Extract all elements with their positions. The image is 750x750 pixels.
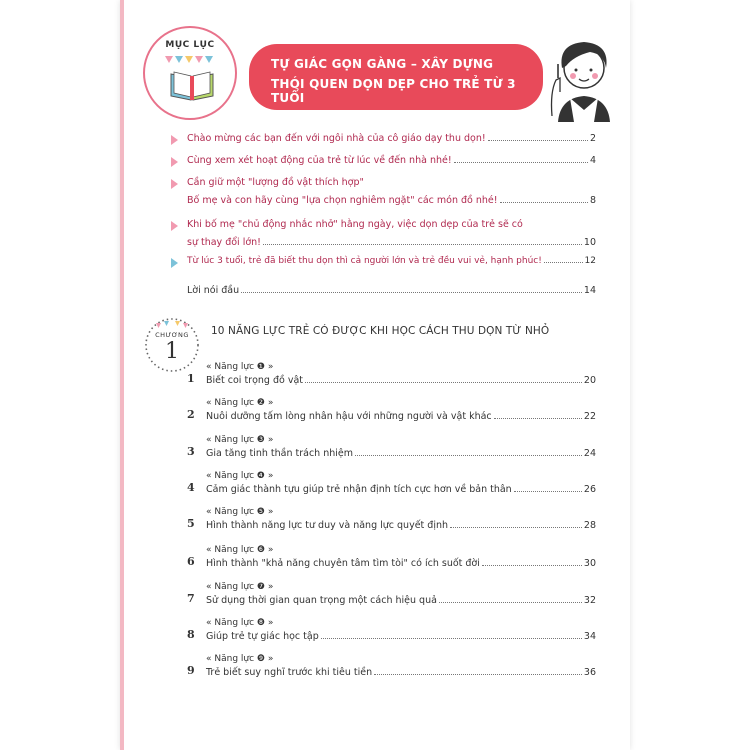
leader-dots — [374, 674, 582, 675]
page-number: 20 — [583, 375, 596, 386]
banner-title-line2: THÓI QUEN DỌN DẸP CHO TRẺ TỪ 3 TUỔI — [271, 77, 516, 105]
ability-number: 6 — [187, 555, 195, 568]
leader-dots — [305, 382, 582, 383]
leader-dots — [321, 638, 582, 639]
entry-title: Nuôi dưỡng tấm lòng nhân hậu với những người và vật khác — [206, 411, 492, 422]
leader-dots — [514, 491, 582, 492]
page-number: 12 — [584, 256, 596, 266]
toc-badge — [143, 26, 237, 120]
banner-title-line1: TỰ GIÁC GỌN GÀNG – XÂY DỰNG — [271, 57, 494, 71]
entry-title: Sử dụng thời gian quan trọng một cách hiệu quả — [206, 595, 437, 606]
leader-dots — [482, 565, 582, 566]
entry-title: Hình thành năng lực tư duy và năng lực quyết định — [206, 520, 449, 531]
chapter-title: 10 NĂNG LỰC TRẺ CÓ ĐƯỢC KHI HỌC CÁCH THU DỌN TỪ NHỎ — [211, 325, 550, 337]
leader-dots — [263, 244, 582, 245]
ability-number: 1 — [187, 372, 195, 385]
ability-caption: « Năng lực ❼ » — [206, 582, 274, 592]
ability-caption: « Năng lực ❾ » — [206, 654, 274, 664]
entry-title: Biết coi trọng đồ vật — [206, 375, 303, 386]
ability-number: 4 — [187, 481, 195, 494]
chapter-number: 1 — [165, 339, 179, 364]
leader-dots — [241, 292, 582, 293]
page-number: 22 — [583, 411, 596, 422]
entry-title: Hình thành "khả năng chuyên tâm tìm tòi" có ích suốt đời — [206, 558, 480, 569]
ability-caption: « Năng lực ❸ » — [206, 435, 274, 445]
foreword-entry[interactable] — [187, 285, 596, 296]
entry-title: Trẻ biết suy nghĩ trước khi tiêu tiền — [206, 667, 373, 678]
page-number: 28 — [583, 520, 596, 531]
ability-number: 9 — [187, 664, 195, 677]
leader-dots — [355, 455, 582, 456]
ability-caption: « Năng lực ❶ » — [206, 362, 274, 372]
title-banner — [249, 44, 543, 110]
leader-dots — [488, 140, 588, 141]
pink-triangle-icon — [171, 179, 178, 189]
leader-dots — [454, 162, 588, 163]
entry-title-line1: Khi bố mẹ "chủ động nhắc nhở" hằng ngày, việc dọn dẹp của trẻ sẽ có — [187, 219, 523, 230]
leader-dots — [500, 202, 588, 203]
page-number: 30 — [583, 558, 596, 569]
entry-title: Chào mừng các bạn đến với ngôi nhà của cô giáo dạy thu dọn! — [187, 133, 486, 144]
ability-caption: « Năng lực ❹ » — [206, 471, 274, 481]
page-number: 24 — [583, 448, 596, 459]
page-number: 26 — [583, 484, 596, 495]
chapter-badge — [144, 317, 200, 373]
leader-dots — [450, 527, 582, 528]
entry-title: Cùng xem xét hoạt động của trẻ từ lúc về đến nhà nhé! — [187, 155, 452, 166]
page-number: 2 — [589, 133, 596, 144]
bunting-icon — [165, 56, 215, 64]
entry-title-line1: Cần giữ một "lượng đồ vật thích hợp" — [187, 177, 364, 188]
page-number: 8 — [589, 195, 596, 206]
pink-triangle-icon — [171, 157, 178, 167]
ability-caption: « Năng lực ❻ » — [206, 545, 274, 555]
entry-title: Giúp trẻ tự giác học tập — [206, 631, 319, 642]
page-number: 34 — [583, 631, 596, 642]
leader-dots — [544, 262, 583, 263]
entry-title: sự thay đổi lớn! — [187, 237, 261, 248]
page-number: 36 — [583, 667, 596, 678]
page-margin-stripe — [120, 0, 124, 750]
ability-number: 5 — [187, 517, 195, 530]
page-number: 32 — [583, 595, 596, 606]
pink-triangle-icon — [171, 135, 178, 145]
page-number: 4 — [589, 155, 596, 166]
teacher-illustration — [544, 32, 624, 122]
entry-title: Bố mẹ và con hãy cùng "lựa chọn nghiêm ngặt" các món đồ nhé! — [187, 195, 498, 206]
page-number: 10 — [583, 237, 596, 248]
ability-number: 2 — [187, 408, 195, 421]
entry-title: Cảm giác thành tựu giúp trẻ nhận định tích cực hơn về bản thân — [206, 484, 512, 495]
ability-number: 8 — [187, 628, 195, 641]
chapter-label: CHƯƠNG — [155, 331, 189, 339]
open-book-icon — [169, 68, 215, 102]
ability-number: 3 — [187, 445, 195, 458]
ability-caption: « Năng lực ❺ » — [206, 507, 274, 517]
pink-triangle-icon — [171, 221, 178, 231]
toc-label: MỤC LỤC — [165, 40, 215, 50]
leader-dots — [439, 602, 582, 603]
page-number: 14 — [583, 285, 596, 296]
blue-triangle-icon — [171, 258, 178, 268]
entry-title: Gia tăng tinh thần trách nhiệm — [206, 448, 353, 459]
ability-caption: « Năng lực ❷ » — [206, 398, 274, 408]
ability-number: 7 — [187, 592, 195, 605]
entry-title: Lời nói đầu — [187, 285, 240, 296]
entry-title: Từ lúc 3 tuổi, trẻ đã biết thu dọn thì cả người lớn và trẻ đều vui vẻ, hạnh phúc! — [187, 256, 542, 266]
ability-caption: « Năng lực ❽ » — [206, 618, 274, 628]
leader-dots — [494, 418, 582, 419]
